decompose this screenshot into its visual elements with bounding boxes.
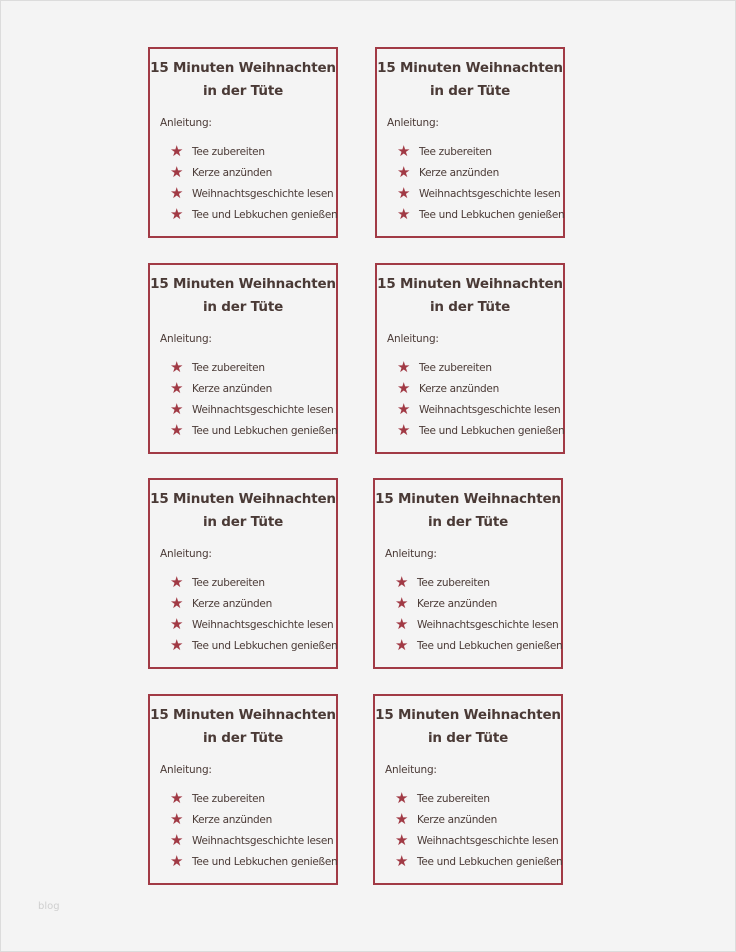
list-item-text: Tee und Lebkuchen genießen <box>417 639 563 652</box>
list-item-text: Kerze anzünden <box>192 597 272 610</box>
card-title <box>377 57 563 103</box>
list-item-text: Tee zubereiten <box>192 576 265 589</box>
list-item-text: Tee und Lebkuchen genießen <box>419 208 565 221</box>
instructions-list <box>170 141 337 225</box>
list-item-text: Tee und Lebkuchen genießen <box>192 424 338 437</box>
list-item-text: Weihnachtsgeschichte lesen <box>419 187 561 200</box>
list-item <box>170 183 337 204</box>
instructions-heading: Anleitung: <box>387 333 439 345</box>
list-item <box>170 614 337 635</box>
list-item-text: Tee zubereiten <box>192 792 265 805</box>
list-item-text: Weihnachtsgeschichte lesen <box>192 618 334 631</box>
list-item-text: Kerze anzünden <box>417 597 497 610</box>
instructions-list <box>395 788 562 872</box>
card-title-line2: in der Tüte <box>202 730 284 746</box>
watermark: blog <box>38 901 60 912</box>
star-icon: ★ <box>397 205 411 223</box>
star-icon: ★ <box>170 789 184 807</box>
instructions-heading: Anleitung: <box>160 333 212 345</box>
star-icon: ★ <box>170 831 184 849</box>
instructions-heading: Anleitung: <box>387 117 439 129</box>
list-item-text: Tee zubereiten <box>417 576 490 589</box>
star-icon: ★ <box>397 379 411 397</box>
star-icon: ★ <box>170 573 184 591</box>
card-title-line1: 15 Minuten Weihnachten <box>150 491 336 507</box>
star-icon: ★ <box>170 421 184 439</box>
star-icon: ★ <box>395 636 409 654</box>
list-item-text: Weihnachtsgeschichte lesen <box>417 618 559 631</box>
list-item <box>397 420 564 441</box>
star-icon: ★ <box>397 358 411 376</box>
card-title <box>150 57 336 103</box>
star-icon: ★ <box>397 184 411 202</box>
list-item-text: Tee zubereiten <box>419 361 492 374</box>
list-item-text: Weihnachtsgeschichte lesen <box>417 834 559 847</box>
list-item <box>397 357 564 378</box>
card-title-line2: in der Tüte <box>429 83 511 99</box>
label-card <box>148 263 338 454</box>
star-icon: ★ <box>395 789 409 807</box>
label-card <box>375 263 565 454</box>
card-title <box>150 704 336 750</box>
list-item <box>395 635 562 656</box>
star-icon: ★ <box>170 163 184 181</box>
card-title-line1: 15 Minuten Weihnachten <box>375 707 561 723</box>
label-card <box>148 694 338 885</box>
instructions-heading: Anleitung: <box>160 548 212 560</box>
list-item <box>395 809 562 830</box>
instructions-heading: Anleitung: <box>160 117 212 129</box>
list-item-text: Tee und Lebkuchen genießen <box>192 639 338 652</box>
card-title <box>377 273 563 319</box>
list-item-text: Kerze anzünden <box>419 382 499 395</box>
star-icon: ★ <box>397 421 411 439</box>
instructions-list <box>170 572 337 656</box>
card-title-line2: in der Tüte <box>429 299 511 315</box>
instructions-list <box>397 141 564 225</box>
list-item-text: Tee und Lebkuchen genießen <box>419 424 565 437</box>
star-icon: ★ <box>170 852 184 870</box>
card-title-line2: in der Tüte <box>202 299 284 315</box>
instructions-list <box>395 572 562 656</box>
star-icon: ★ <box>397 142 411 160</box>
list-item <box>170 830 337 851</box>
list-item-text: Kerze anzünden <box>419 166 499 179</box>
card-title-line2: in der Tüte <box>427 514 509 530</box>
list-item <box>395 788 562 809</box>
star-icon: ★ <box>395 615 409 633</box>
card-title-line2: in der Tüte <box>202 83 284 99</box>
list-item-text: Tee zubereiten <box>192 145 265 158</box>
list-item-text: Kerze anzünden <box>192 813 272 826</box>
list-item <box>170 399 337 420</box>
star-icon: ★ <box>170 810 184 828</box>
list-item <box>170 204 337 225</box>
list-item <box>170 788 337 809</box>
card-title-line1: 15 Minuten Weihnachten <box>150 276 336 292</box>
star-icon: ★ <box>170 358 184 376</box>
card-title-line1: 15 Minuten Weihnachten <box>377 276 563 292</box>
list-item-text: Tee zubereiten <box>419 145 492 158</box>
list-item-text: Weihnachtsgeschichte lesen <box>192 403 334 416</box>
star-icon: ★ <box>170 615 184 633</box>
list-item <box>395 851 562 872</box>
card-title-line1: 15 Minuten Weihnachten <box>375 491 561 507</box>
star-icon: ★ <box>170 142 184 160</box>
star-icon: ★ <box>397 163 411 181</box>
star-icon: ★ <box>170 400 184 418</box>
list-item <box>170 141 337 162</box>
list-item <box>397 162 564 183</box>
label-card <box>373 478 563 669</box>
card-title-line2: in der Tüte <box>427 730 509 746</box>
star-icon: ★ <box>170 636 184 654</box>
list-item <box>395 614 562 635</box>
label-card <box>148 47 338 238</box>
list-item-text: Tee und Lebkuchen genießen <box>192 855 338 868</box>
list-item-text: Tee und Lebkuchen genießen <box>417 855 563 868</box>
list-item <box>395 830 562 851</box>
card-title-line1: 15 Minuten Weihnachten <box>377 60 563 76</box>
instructions-heading: Anleitung: <box>385 764 437 776</box>
list-item <box>395 572 562 593</box>
star-icon: ★ <box>395 831 409 849</box>
star-icon: ★ <box>170 379 184 397</box>
card-title-line1: 15 Minuten Weihnachten <box>150 60 336 76</box>
instructions-list <box>170 357 337 441</box>
list-item <box>397 141 564 162</box>
star-icon: ★ <box>170 594 184 612</box>
list-item <box>170 162 337 183</box>
list-item <box>170 593 337 614</box>
star-icon: ★ <box>395 810 409 828</box>
list-item-text: Kerze anzünden <box>417 813 497 826</box>
list-item <box>170 851 337 872</box>
label-card <box>148 478 338 669</box>
star-icon: ★ <box>395 573 409 591</box>
list-item-text: Kerze anzünden <box>192 166 272 179</box>
card-title-line2: in der Tüte <box>202 514 284 530</box>
list-item <box>397 378 564 399</box>
star-icon: ★ <box>170 184 184 202</box>
list-item-text: Tee und Lebkuchen genießen <box>192 208 338 221</box>
list-item <box>397 183 564 204</box>
card-title <box>375 704 561 750</box>
list-item <box>170 635 337 656</box>
instructions-list <box>397 357 564 441</box>
list-item-text: Tee zubereiten <box>417 792 490 805</box>
list-item-text: Kerze anzünden <box>192 382 272 395</box>
card-title-line1: 15 Minuten Weihnachten <box>150 707 336 723</box>
star-icon: ★ <box>170 205 184 223</box>
instructions-list <box>170 788 337 872</box>
label-card <box>375 47 565 238</box>
list-item <box>170 572 337 593</box>
card-title <box>375 488 561 534</box>
list-item <box>170 357 337 378</box>
list-item <box>395 593 562 614</box>
label-card <box>373 694 563 885</box>
list-item <box>170 420 337 441</box>
list-item <box>170 378 337 399</box>
card-title <box>150 273 336 319</box>
list-item-text: Weihnachtsgeschichte lesen <box>419 403 561 416</box>
instructions-heading: Anleitung: <box>385 548 437 560</box>
list-item-text: Weihnachtsgeschichte lesen <box>192 834 334 847</box>
list-item <box>170 809 337 830</box>
list-item-text: Weihnachtsgeschichte lesen <box>192 187 334 200</box>
star-icon: ★ <box>395 852 409 870</box>
list-item-text: Tee zubereiten <box>192 361 265 374</box>
card-title <box>150 488 336 534</box>
list-item <box>397 204 564 225</box>
instructions-heading: Anleitung: <box>160 764 212 776</box>
star-icon: ★ <box>395 594 409 612</box>
star-icon: ★ <box>397 400 411 418</box>
list-item <box>397 399 564 420</box>
